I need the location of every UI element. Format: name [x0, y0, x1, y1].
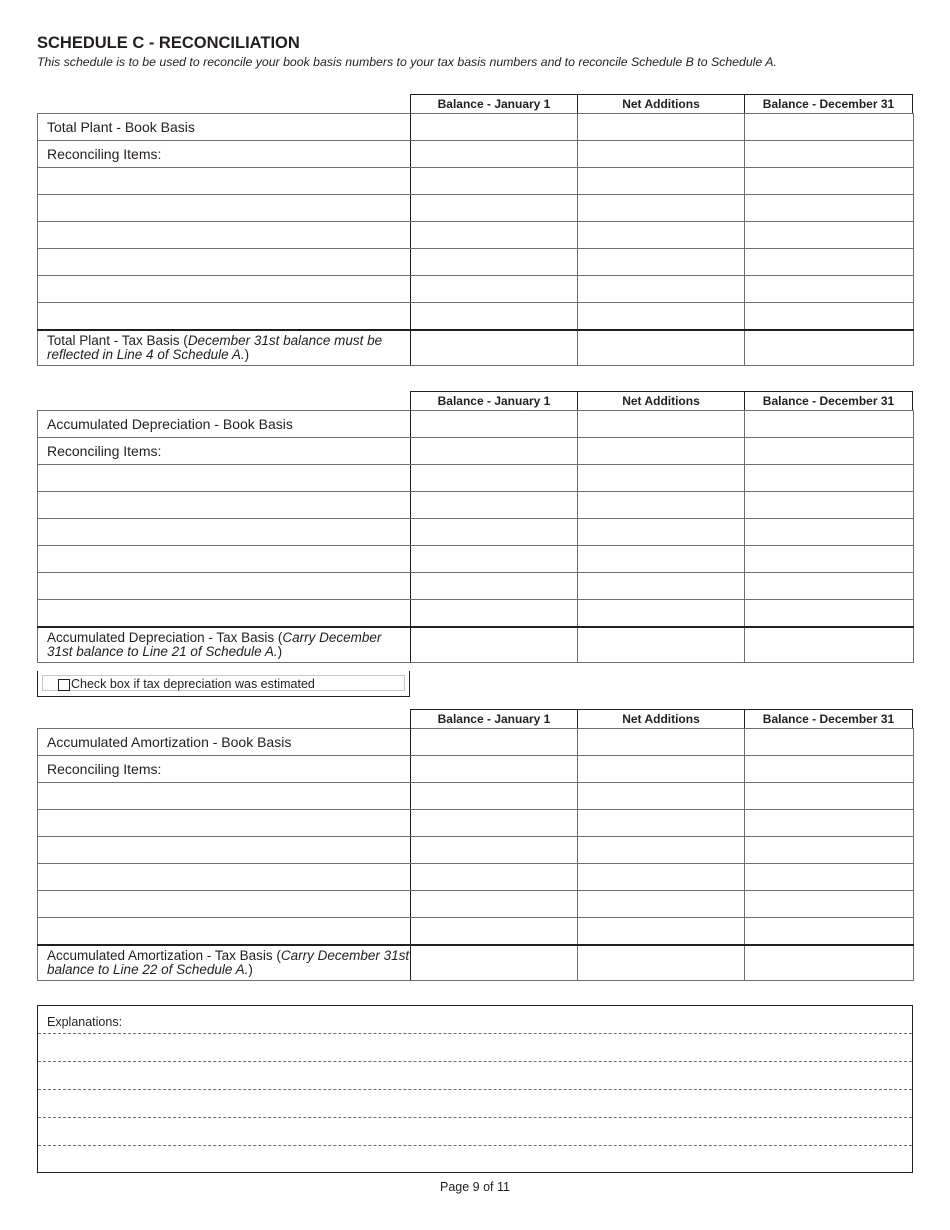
amortization-table [37, 728, 914, 981]
input-cell[interactable] [578, 195, 745, 222]
input-cell[interactable] [578, 810, 745, 837]
input-cell[interactable] [411, 465, 578, 492]
input-cell[interactable] [745, 438, 914, 465]
reconciling-item-cell[interactable] [38, 864, 411, 891]
reconciling-item-cell[interactable] [38, 222, 411, 249]
table-row [38, 756, 914, 783]
input-cell[interactable] [578, 546, 745, 573]
input-cell[interactable] [578, 465, 745, 492]
explanation-line [38, 1145, 912, 1146]
reconciling-item-cell[interactable] [38, 546, 411, 573]
input-cell[interactable] [411, 783, 578, 810]
input-cell[interactable] [745, 114, 914, 141]
reconciling-item-cell[interactable] [38, 276, 411, 303]
input-cell[interactable] [578, 729, 745, 756]
input-cell[interactable] [578, 222, 745, 249]
input-cell[interactable] [411, 438, 578, 465]
input-cell[interactable] [745, 600, 914, 627]
row-label: Reconciling Items: [38, 756, 411, 783]
input-cell[interactable] [578, 168, 745, 195]
explanations-label: Explanations: [47, 1015, 123, 1029]
col-header-dec31: Balance - December 31 [744, 94, 913, 113]
input-cell[interactable] [411, 627, 578, 663]
input-cell[interactable] [745, 249, 914, 276]
table-row [38, 168, 914, 195]
table-row [38, 249, 914, 276]
reconciling-item-cell[interactable] [38, 168, 411, 195]
input-cell[interactable] [578, 411, 745, 438]
table-row [38, 810, 914, 837]
col-header-net-additions: Net Additions [577, 391, 745, 410]
input-cell[interactable] [745, 891, 914, 918]
table-row [38, 141, 914, 168]
checkbox-icon[interactable] [58, 679, 70, 691]
total-row [38, 330, 914, 366]
reconciling-item-cell[interactable] [38, 303, 411, 330]
reconciling-item-cell[interactable] [38, 519, 411, 546]
input-cell[interactable] [411, 492, 578, 519]
input-cell[interactable] [578, 891, 745, 918]
input-cell[interactable] [745, 627, 914, 663]
input-cell[interactable] [578, 573, 745, 600]
table-row [38, 492, 914, 519]
row-label: Accumulated Depreciation - Book Basis [38, 411, 411, 438]
explanation-line [38, 1061, 912, 1062]
input-cell[interactable] [578, 864, 745, 891]
reconciling-item-cell[interactable] [38, 783, 411, 810]
page-subtitle: This schedule is to be used to reconcile your book basis numbers to your tax basis numbers and to reconcile Schedule B to Schedule A. [37, 55, 777, 69]
checkbox-label: Check box if tax depreciation was estimated [71, 677, 315, 691]
input-cell[interactable] [745, 918, 914, 945]
total-label: Accumulated Depreciation - Tax Basis (Carry December 31st balance to Line 21 of Schedule A.) [38, 627, 411, 663]
input-cell[interactable] [745, 465, 914, 492]
total-row [38, 945, 914, 981]
page-number: Page 9 of 11 [440, 1180, 510, 1194]
input-cell[interactable] [578, 276, 745, 303]
input-cell[interactable] [745, 330, 914, 366]
row-label: Reconciling Items: [38, 141, 411, 168]
col-header-net-additions: Net Additions [577, 94, 745, 113]
table-row [38, 918, 914, 945]
input-cell[interactable] [745, 945, 914, 981]
table-row [38, 438, 914, 465]
row-label: Total Plant - Book Basis [38, 114, 411, 141]
table-row [38, 600, 914, 627]
reconciling-item-cell[interactable] [38, 492, 411, 519]
input-cell[interactable] [411, 114, 578, 141]
input-cell[interactable] [745, 276, 914, 303]
reconciling-item-cell[interactable] [38, 600, 411, 627]
table-row [38, 222, 914, 249]
estimated-checkbox-field[interactable] [42, 675, 405, 691]
table-row [38, 729, 914, 756]
input-cell[interactable] [578, 783, 745, 810]
input-cell[interactable] [745, 141, 914, 168]
col-header-dec31: Balance - December 31 [744, 391, 913, 410]
reconciling-item-cell[interactable] [38, 891, 411, 918]
table-row [38, 519, 914, 546]
table-row [38, 303, 914, 330]
total-label: Total Plant - Tax Basis (December 31st balance must be reflected in Line 4 of Schedule A.) [38, 330, 411, 366]
input-cell[interactable] [578, 303, 745, 330]
table-row [38, 864, 914, 891]
input-cell[interactable] [578, 519, 745, 546]
table-row [38, 114, 914, 141]
input-cell[interactable] [411, 729, 578, 756]
reconciling-item-cell[interactable] [38, 573, 411, 600]
reconciling-item-cell[interactable] [38, 918, 411, 945]
input-cell[interactable] [411, 864, 578, 891]
input-cell[interactable] [411, 837, 578, 864]
input-cell[interactable] [411, 303, 578, 330]
input-cell[interactable] [578, 600, 745, 627]
input-cell[interactable] [578, 141, 745, 168]
input-cell[interactable] [745, 864, 914, 891]
table-row [38, 276, 914, 303]
input-cell[interactable] [745, 810, 914, 837]
col-header-net-additions: Net Additions [577, 709, 745, 728]
input-cell[interactable] [411, 330, 578, 366]
input-cell[interactable] [745, 222, 914, 249]
input-cell[interactable] [411, 756, 578, 783]
table-row [38, 465, 914, 492]
input-cell[interactable] [745, 573, 914, 600]
input-cell[interactable] [578, 330, 745, 366]
row-label: Accumulated Amortization - Book Basis [38, 729, 411, 756]
depreciation-header-row [37, 391, 913, 410]
table-row [38, 837, 914, 864]
input-cell[interactable] [411, 600, 578, 627]
input-cell[interactable] [578, 945, 745, 981]
input-cell[interactable] [411, 573, 578, 600]
total-label: Accumulated Amortization - Tax Basis (Carry December 31st balance to Line 22 of Schedule A.) [38, 945, 411, 981]
input-cell[interactable] [745, 303, 914, 330]
input-cell[interactable] [578, 627, 745, 663]
row-label: Reconciling Items: [38, 438, 411, 465]
input-cell[interactable] [411, 195, 578, 222]
input-cell[interactable] [745, 411, 914, 438]
input-cell[interactable] [411, 249, 578, 276]
table-row [38, 891, 914, 918]
input-cell[interactable] [411, 546, 578, 573]
depreciation-table [37, 410, 914, 663]
col-header-jan1: Balance - January 1 [410, 391, 578, 410]
total-row [38, 627, 914, 663]
explanation-line [38, 1117, 912, 1118]
input-cell[interactable] [578, 438, 745, 465]
col-header-jan1: Balance - January 1 [410, 709, 578, 728]
explanation-line [38, 1089, 912, 1090]
input-cell[interactable] [745, 783, 914, 810]
reconciling-item-cell[interactable] [38, 195, 411, 222]
input-cell[interactable] [578, 114, 745, 141]
explanations-box[interactable] [37, 1005, 913, 1173]
input-cell[interactable] [745, 195, 914, 222]
amortization-header-row [37, 709, 913, 728]
depreciation-section [37, 391, 913, 663]
plant-header-row [37, 94, 913, 113]
input-cell[interactable] [411, 222, 578, 249]
input-cell[interactable] [411, 519, 578, 546]
reconciling-item-cell[interactable] [38, 810, 411, 837]
col-header-jan1: Balance - January 1 [410, 94, 578, 113]
input-cell[interactable] [411, 276, 578, 303]
input-cell[interactable] [745, 756, 914, 783]
amortization-section [37, 709, 913, 981]
estimated-checkbox-row [37, 671, 410, 697]
input-cell[interactable] [578, 249, 745, 276]
table-row [38, 573, 914, 600]
input-cell[interactable] [745, 519, 914, 546]
input-cell[interactable] [578, 837, 745, 864]
input-cell[interactable] [411, 168, 578, 195]
table-row [38, 411, 914, 438]
input-cell[interactable] [745, 168, 914, 195]
input-cell[interactable] [411, 891, 578, 918]
input-cell[interactable] [745, 837, 914, 864]
input-cell[interactable] [745, 492, 914, 519]
col-header-dec31: Balance - December 31 [744, 709, 913, 728]
page-title: SCHEDULE C - RECONCILIATION [37, 34, 300, 52]
table-row [38, 195, 914, 222]
plant-table [37, 113, 914, 366]
input-cell[interactable] [411, 810, 578, 837]
input-cell[interactable] [578, 756, 745, 783]
plant-section [37, 94, 913, 366]
input-cell[interactable] [578, 918, 745, 945]
reconciling-item-cell[interactable] [38, 249, 411, 276]
input-cell[interactable] [411, 918, 578, 945]
explanation-line [38, 1033, 912, 1034]
input-cell[interactable] [578, 492, 745, 519]
table-row [38, 546, 914, 573]
reconciling-item-cell[interactable] [38, 837, 411, 864]
input-cell[interactable] [745, 546, 914, 573]
reconciling-item-cell[interactable] [38, 465, 411, 492]
input-cell[interactable] [745, 729, 914, 756]
input-cell[interactable] [411, 945, 578, 981]
table-row [38, 783, 914, 810]
input-cell[interactable] [411, 411, 578, 438]
input-cell[interactable] [411, 141, 578, 168]
